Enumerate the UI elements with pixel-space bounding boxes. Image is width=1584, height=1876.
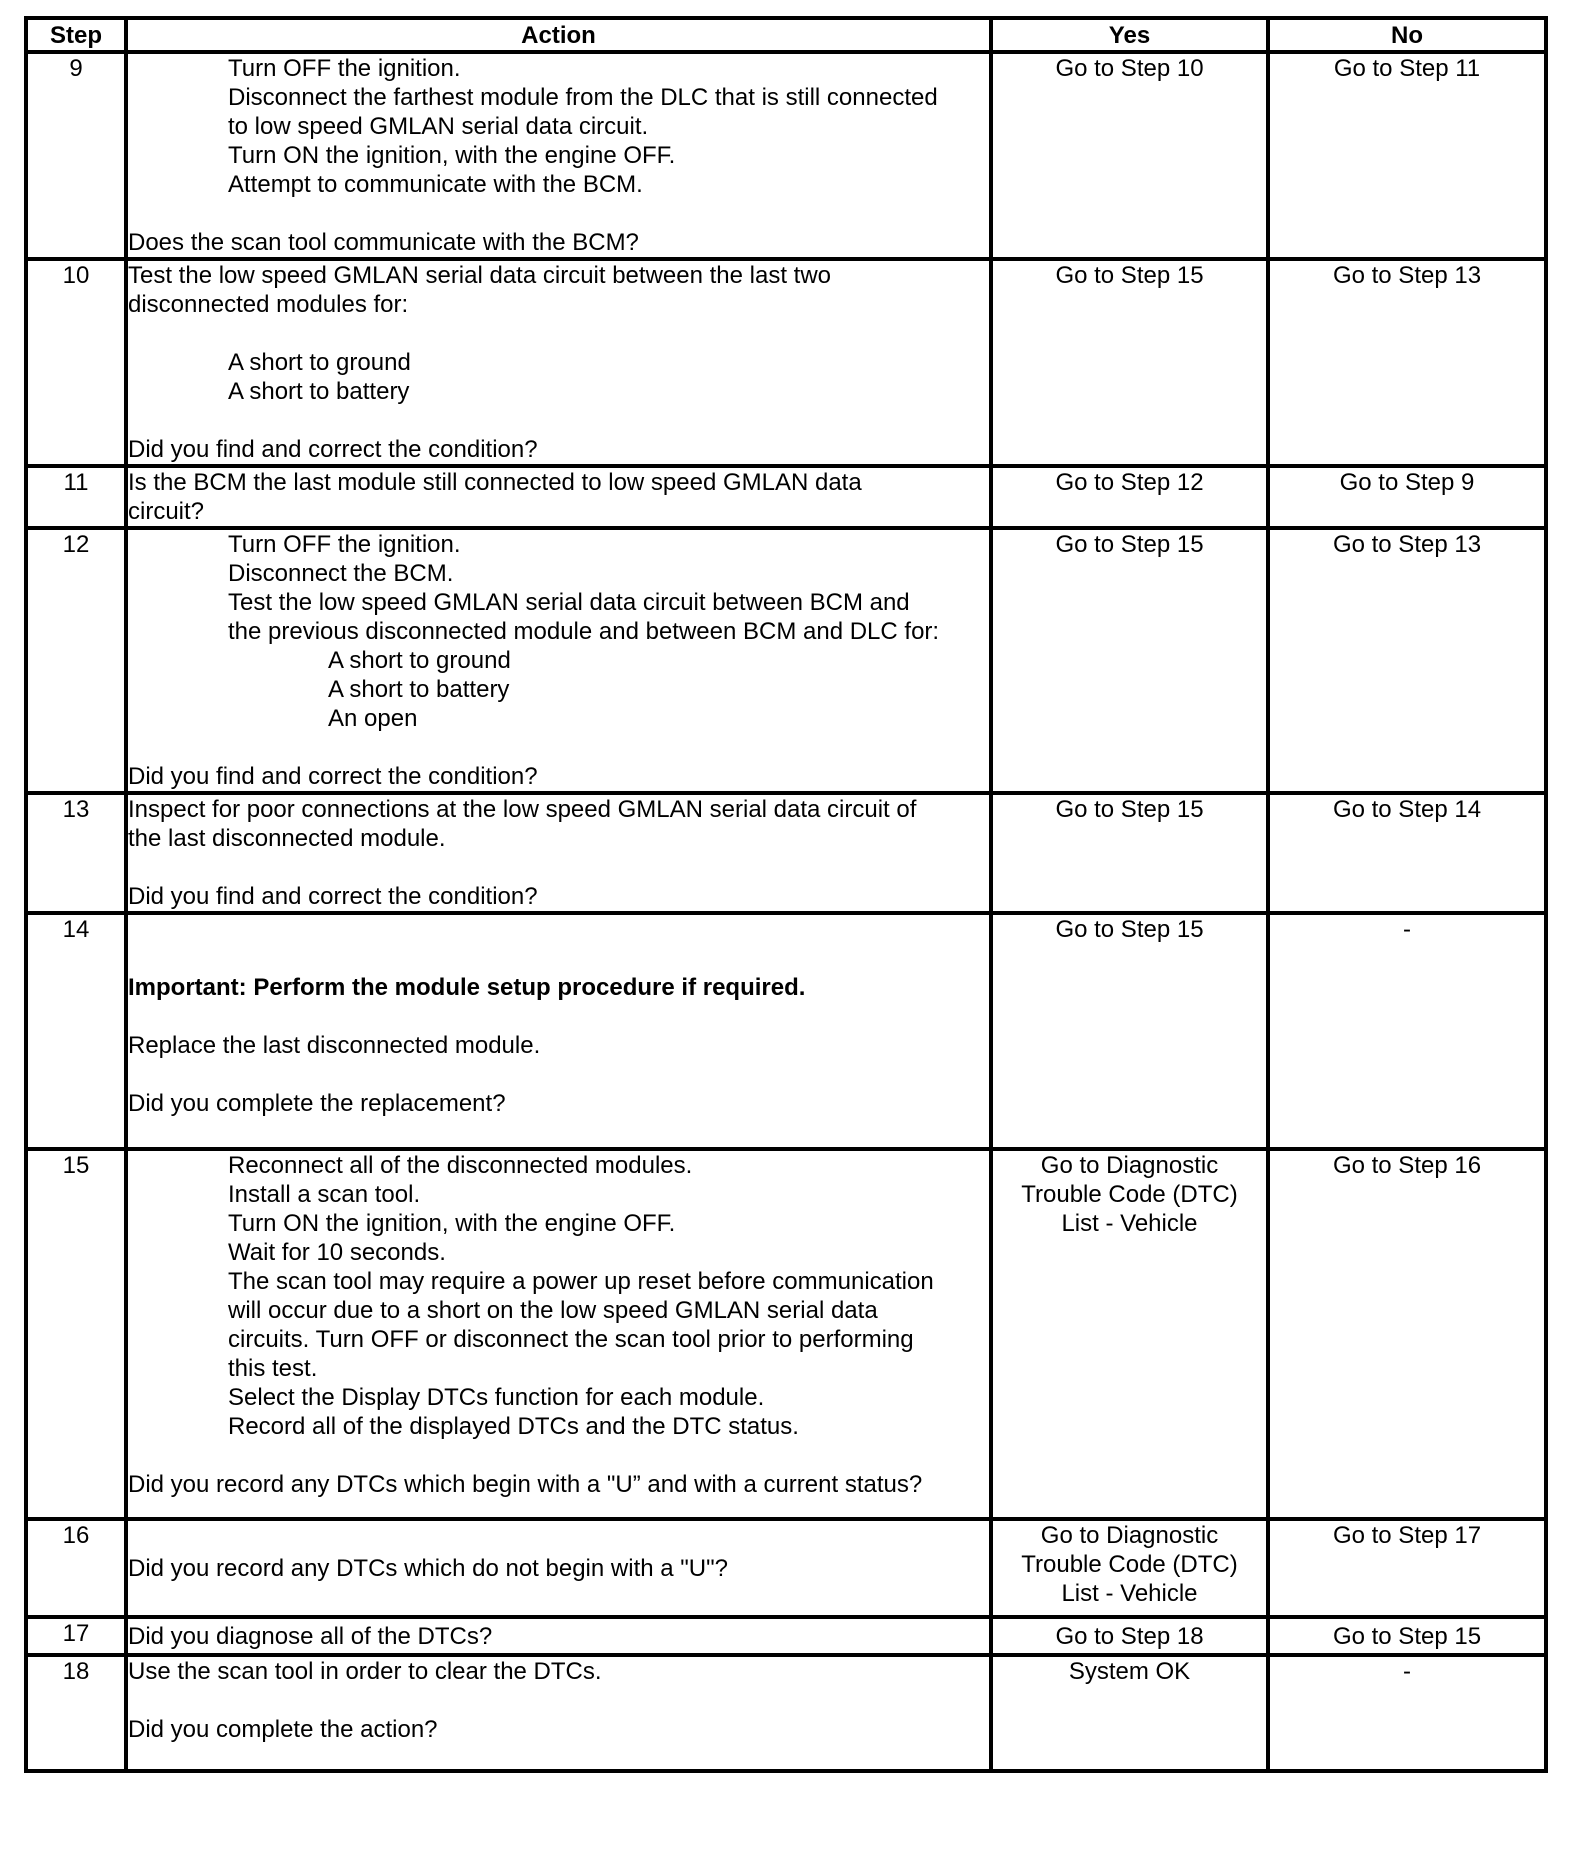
no-outcome: Go to Step 13: [1268, 259, 1546, 466]
yes-outcome: Go to Step 15: [991, 793, 1268, 913]
action-cell: [126, 528, 991, 793]
table-row-step-9: [26, 52, 1546, 259]
action-subline: A short to battery: [228, 378, 410, 405]
no-outcome: Go to Step 16: [1268, 1149, 1546, 1519]
yes-outcome: Go to Step 15: [991, 528, 1268, 793]
action-line: Attempt to communicate with the BCM.: [228, 171, 643, 198]
action-subline: A short to battery: [328, 676, 510, 703]
header-row: [26, 18, 1546, 52]
action-subline: An open: [328, 705, 418, 732]
question-text: Did you find and correct the condition?: [128, 763, 538, 790]
action-line: circuits. Turn OFF or disconnect the scan tool prior to performing: [228, 1326, 914, 1353]
yes-outcome: [991, 1519, 1268, 1617]
action-line: Disconnect the farthest module from the DLC that is still connected: [228, 84, 938, 111]
action-line: the previous disconnected module and between BCM and DLC for:: [228, 618, 940, 645]
action-cell: [126, 259, 991, 466]
step-number: 15: [26, 1149, 126, 1519]
table-row-step-14: [26, 913, 1546, 1149]
action-line: Is the BCM the last module still connected to low speed GMLAN data: [128, 469, 862, 496]
no-outcome: Go to Step 14: [1268, 793, 1546, 913]
yes-outcome: System OK: [991, 1655, 1268, 1771]
question-text: Did you record any DTCs which begin with a "U” and with a current status?: [128, 1471, 923, 1498]
question-text: Did you complete the action?: [128, 1716, 438, 1743]
yes-outcome-line: List - Vehicle: [1061, 1210, 1198, 1237]
action-line: Reconnect all of the disconnected modules.: [228, 1152, 693, 1179]
action-line: Disconnect the BCM.: [228, 560, 454, 587]
action-cell: [126, 52, 991, 259]
action-cell: [126, 1655, 991, 1771]
no-outcome: -: [1268, 913, 1546, 1149]
header-step: Step: [26, 18, 126, 52]
question-text: Did you find and correct the condition?: [128, 436, 538, 463]
action-line: to low speed GMLAN serial data circuit.: [228, 113, 649, 140]
action-cell: [126, 1519, 991, 1617]
yes-outcome: Go to Step 18: [991, 1617, 1268, 1655]
action-line: Test the low speed GMLAN serial data circuit between the last two: [128, 262, 832, 289]
step-number: 13: [26, 793, 126, 913]
action-line: Select the Display DTCs function for each module.: [228, 1384, 765, 1411]
action-cell: [126, 1149, 991, 1519]
action-line: Replace the last disconnected module.: [128, 1032, 541, 1059]
yes-outcome: Go to Step 12: [991, 466, 1268, 528]
action-cell: [126, 1617, 991, 1655]
question-text: Did you record any DTCs which do not begin with a "U"?: [128, 1554, 728, 1582]
action-line: Test the low speed GMLAN serial data circuit between BCM and: [228, 589, 910, 616]
action-subline: A short to ground: [228, 349, 411, 376]
action-line: will occur due to a short on the low speed GMLAN serial data: [228, 1297, 878, 1324]
diagnostic-table: [24, 16, 1548, 1773]
step-number: 16: [26, 1519, 126, 1617]
step-number: 9: [26, 52, 126, 259]
yes-outcome-line: List - Vehicle: [1061, 1580, 1198, 1607]
action-cell: [126, 913, 991, 1149]
no-outcome: Go to Step 17: [1268, 1519, 1546, 1617]
table-row-step-12: [26, 528, 1546, 793]
action-line: Record all of the displayed DTCs and the DTC status.: [228, 1413, 799, 1440]
header-no: No: [1268, 18, 1546, 52]
yes-outcome-line: Go to Diagnostic: [1040, 1152, 1219, 1179]
action-line: Turn ON the ignition, with the engine OFF.: [228, 142, 676, 169]
action-cell: [126, 466, 991, 528]
question-text: Does the scan tool communicate with the BCM?: [128, 229, 639, 256]
no-outcome: -: [1268, 1655, 1546, 1771]
step-number: 12: [26, 528, 126, 793]
no-outcome: Go to Step 15: [1268, 1617, 1546, 1655]
header-yes: Yes: [991, 18, 1268, 52]
step-number: 18: [26, 1655, 126, 1771]
important-note: Important: Perform the module setup procedure if required.: [128, 974, 806, 1001]
action-line: Install a scan tool.: [228, 1181, 421, 1208]
yes-outcome: Go to Step 15: [991, 259, 1268, 466]
table-row-step-15: [26, 1149, 1546, 1519]
action-cell: [126, 793, 991, 913]
step-number: 10: [26, 259, 126, 466]
yes-outcome: [991, 1149, 1268, 1519]
question-text: Did you complete the replacement?: [128, 1090, 506, 1117]
table-row-step-10: [26, 259, 1546, 466]
header-action: Action: [126, 18, 991, 52]
step-number: 11: [26, 466, 126, 528]
no-outcome: Go to Step 9: [1268, 466, 1546, 528]
yes-outcome: Go to Step 15: [991, 913, 1268, 1149]
action-line: disconnected modules for:: [128, 291, 409, 318]
action-line: Turn OFF the ignition.: [228, 55, 461, 82]
action-line: Wait for 10 seconds.: [228, 1239, 446, 1266]
yes-outcome-line: Trouble Code (DTC): [1021, 1551, 1238, 1578]
yes-outcome-line: Go to Diagnostic: [1040, 1522, 1219, 1549]
table-row-step-17: [26, 1617, 1546, 1655]
table-row-step-11: [26, 466, 1546, 528]
action-line: The scan tool may require a power up reset before communication: [228, 1268, 934, 1295]
yes-outcome: Go to Step 10: [991, 52, 1268, 259]
action-line: this test.: [228, 1355, 318, 1382]
step-number: 17: [26, 1617, 126, 1655]
question-text: Did you find and correct the condition?: [128, 883, 538, 910]
no-outcome: Go to Step 11: [1268, 52, 1546, 259]
action-line: Turn OFF the ignition.: [228, 531, 461, 558]
action-line: Inspect for poor connections at the low speed GMLAN serial data circuit of: [128, 796, 917, 823]
question-text: Did you diagnose all of the DTCs?: [128, 1622, 493, 1650]
yes-outcome-line: Trouble Code (DTC): [1021, 1181, 1238, 1208]
table-row-step-16: [26, 1519, 1546, 1617]
action-line: Turn ON the ignition, with the engine OFF.: [228, 1210, 676, 1237]
no-outcome: Go to Step 13: [1268, 528, 1546, 793]
step-number: 14: [26, 913, 126, 1149]
table-row-step-13: [26, 793, 1546, 913]
action-line: Use the scan tool in order to clear the DTCs.: [128, 1658, 602, 1685]
action-line: circuit?: [128, 498, 205, 525]
action-subline: A short to ground: [328, 647, 511, 674]
table-row-step-18: [26, 1655, 1546, 1771]
action-line: the last disconnected module.: [128, 825, 446, 852]
